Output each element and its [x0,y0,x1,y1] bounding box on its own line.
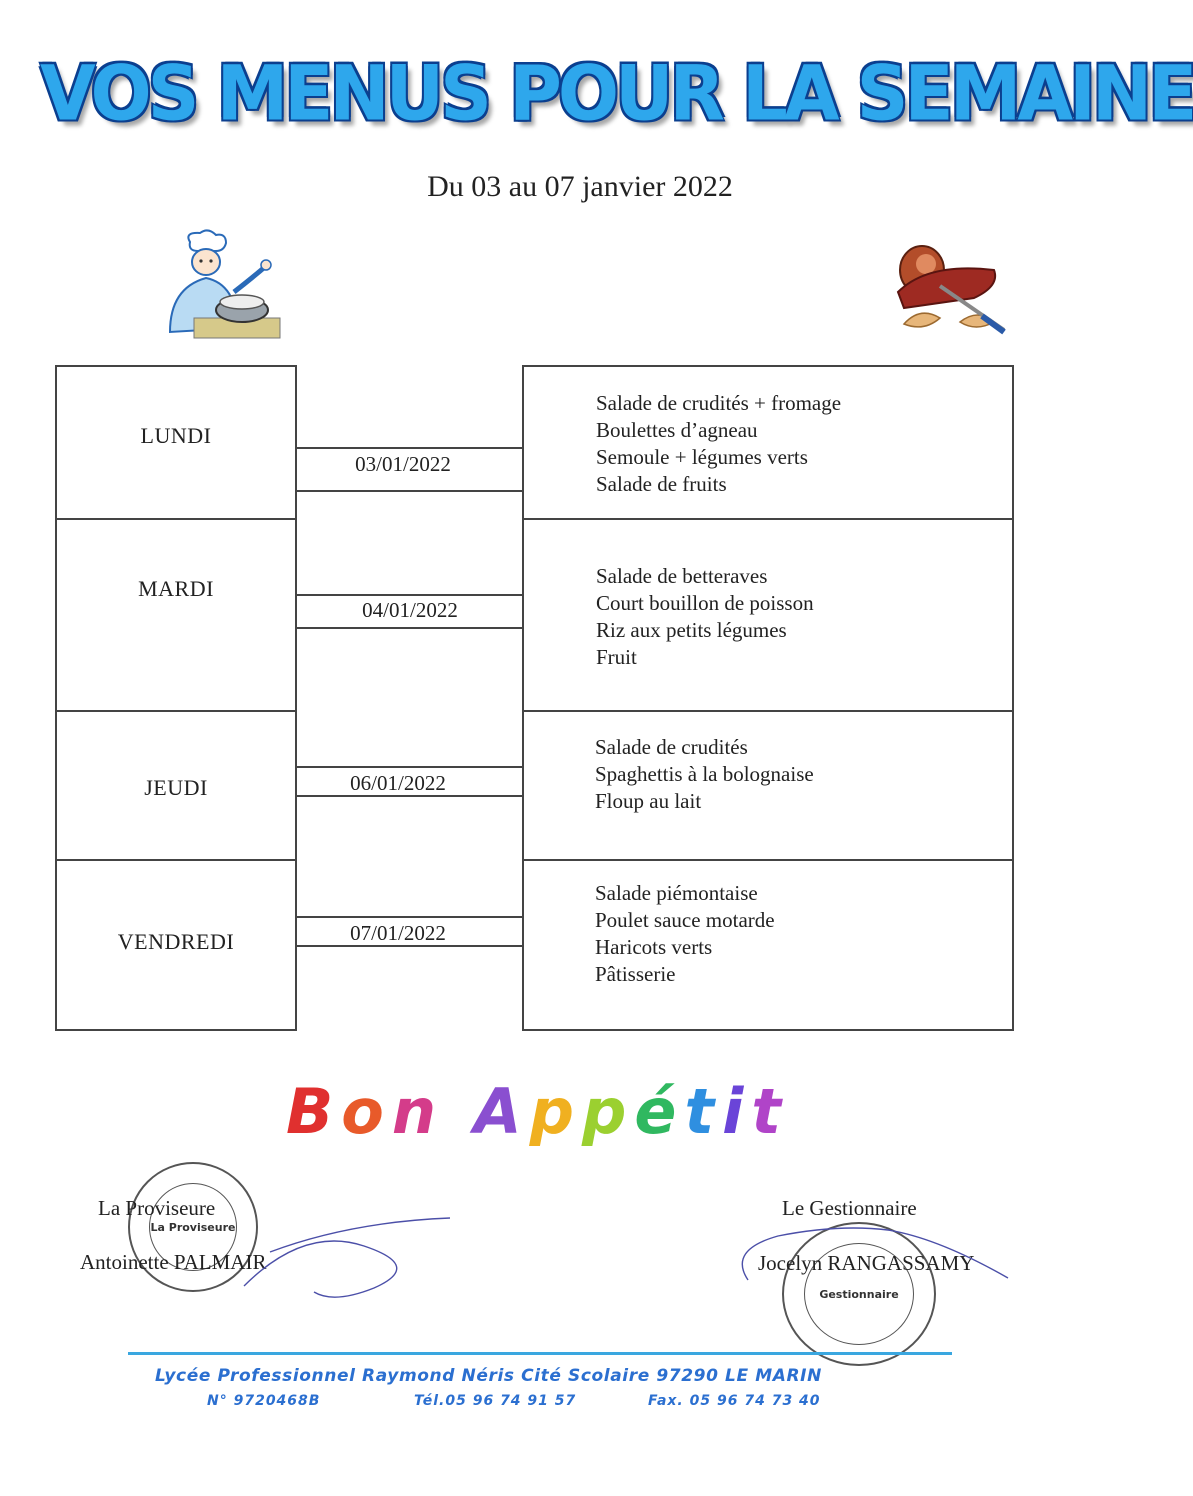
signature-scribble-left [240,1212,460,1302]
stamp-center-text: Gestionnaire [819,1287,899,1301]
menu-item: Salade de crudités + fromage [596,391,842,415]
bon-appetit-letter: B [286,1075,342,1148]
chef-cooking-icon [150,232,282,340]
menu-item: Haricots verts [595,935,713,959]
bon-appetit-title [0,1075,1075,1148]
meat-and-knife-icon [878,240,1008,336]
menu-list [596,390,841,498]
signatory-title-right: Le Gestionnaire [782,1196,917,1220]
menu-item: Pâtisserie [595,962,676,986]
menu-list [595,734,814,815]
bon-appetit-letter: p [529,1075,582,1148]
menu-item: Poulet sauce motarde [595,908,775,932]
bon-appetit-letter [444,1075,474,1148]
bon-appetit-letter: é [634,1075,685,1148]
footer-divider [128,1352,952,1355]
day-label: MARDI [138,576,214,601]
bon-appetit-letter: t [684,1075,723,1148]
menu-item: Riz aux petits légumes [596,618,787,642]
menu-list [596,563,814,671]
page-title: VOS MENUS POUR LA SEMAINE [40,48,1193,138]
menu-list [595,880,775,988]
bon-appetit-letter: t [751,1075,789,1148]
footer-rne: N° 9720468B [207,1393,321,1409]
signatory-name-right: Jocelyn RANGASSAMY [758,1251,975,1275]
menu-item: Salade de fruits [596,472,727,496]
bon-appetit-letter: i [722,1075,752,1148]
day-date: 07/01/2022 [350,921,446,945]
day-label: LUNDI [140,423,212,448]
day-date: 03/01/2022 [355,452,451,476]
bon-appetit-letter: p [581,1075,635,1148]
menu-item: Floup au lait [595,789,702,813]
menu-item: Semoule + légumes verts [596,445,808,469]
bon-appetit-letter: A [473,1075,530,1148]
signatory-name-left: Antoinette PALMAIR [80,1250,267,1274]
menu-item: Salade de betteraves [596,564,768,588]
footer-phone: Tél.05 96 74 91 57 [414,1393,577,1409]
day-date: 04/01/2022 [362,598,458,622]
menu-item: Boulettes d’agneau [596,418,758,442]
menu-item: Court bouillon de poisson [596,591,814,615]
signatory-title-left: La Proviseure [98,1196,216,1220]
menu-item: Salade de crudités [595,735,748,759]
day-label: VENDREDI [117,929,235,954]
menu-item: Spaghettis à la bolognaise [595,762,814,786]
day-label: JEUDI [144,775,208,800]
footer-address: Lycée Professionnel Raymond Néris Cité Scolaire 97290 LE MARIN [155,1366,822,1386]
menu-item: Fruit [596,645,637,669]
date-range: Du 03 au 07 janvier 2022 [427,170,733,203]
bon-appetit-letter: n [391,1075,445,1148]
footer-fax: Fax. 05 96 74 73 40 [648,1393,821,1409]
day-date: 06/01/2022 [350,771,446,795]
bon-appetit-letter: o [341,1075,392,1148]
signature-scribble-right [728,1212,1018,1292]
menu-item: Salade piémontaise [595,881,758,905]
stamp-center-text: La Proviseure [150,1220,236,1234]
